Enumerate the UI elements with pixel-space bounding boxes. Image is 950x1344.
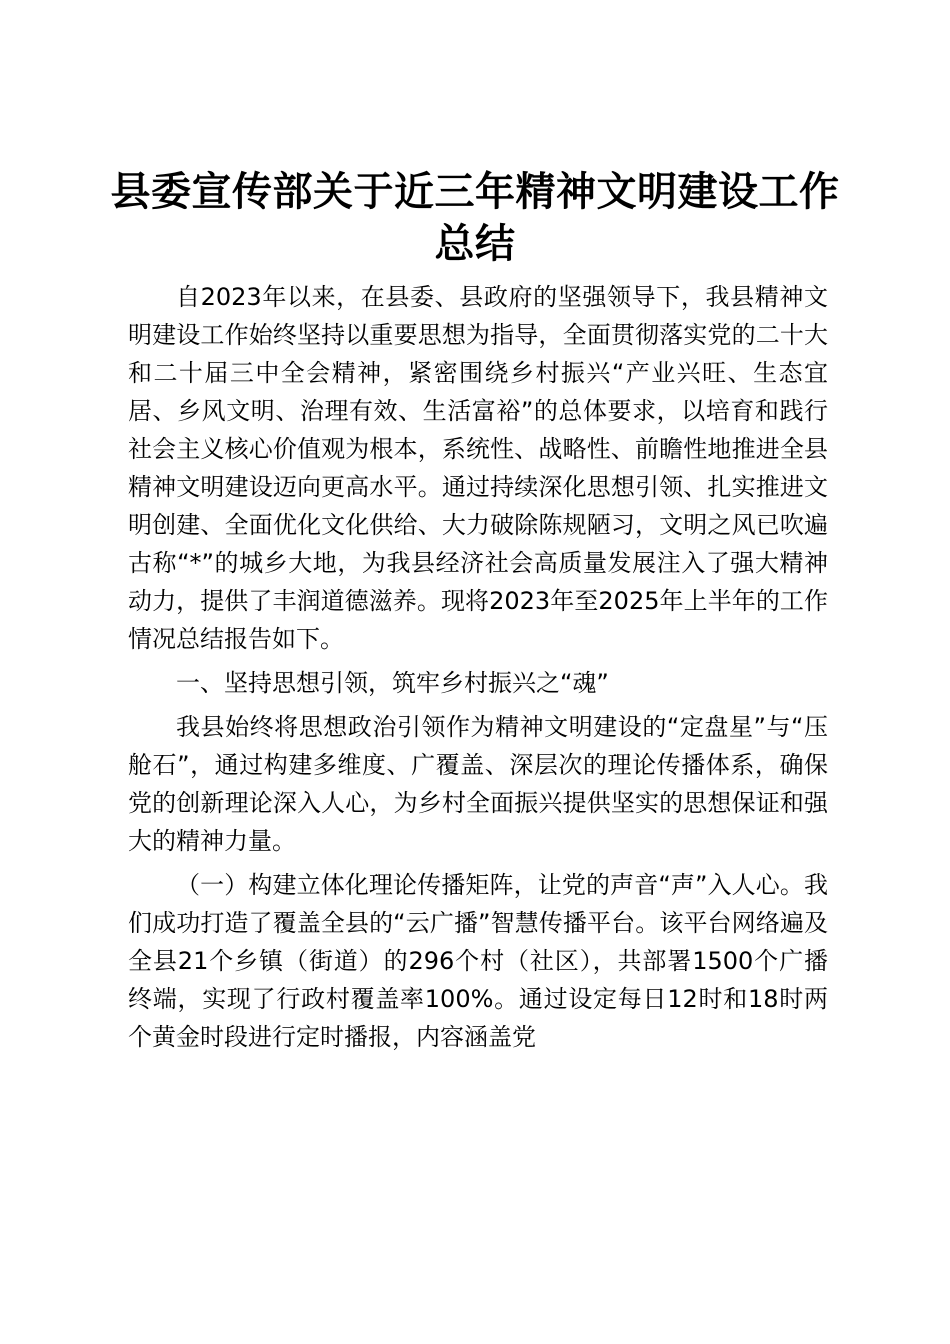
- section-paragraph: 我县始终将思想政治引领作为精神文明建设的“定盘星”与“压舱石”，通过构建多维度、广覆盖、深层次的理论传播体系，确保党的创新理论深入人心，为乡村全面振兴提供坚实的思想保证和强大的精神力量。: [128, 713, 828, 855]
- intro-paragraph: 自2023年以来，在县委、县政府的坚强领导下，我县精神文明建设工作始终坚持以重要思想为指导，全面贯彻落实党的二十大和二十届三中全会精神，紧密围绕乡村振兴“产业兴旺、生态宜居、乡风文明、治理有效、生活富裕”的总体要求，以培育和践行社会主义核心价值观为根本，系统性、战略性、前瞻性地推进全县精神文明建设迈向更高水平。通过持续深化思想引领、扎实推进文明创建、全面优化文化供给、大力破除陈规陋习，文明之风已吹遍古称“*”的城乡大地，为我县经济社会高质量发展注入了强大精神动力，提供了丰润道德滋养。现将2023年至2025年上半年的工作情况总结报告如下。: [128, 283, 828, 653]
- document-body: [128, 278, 828, 1062]
- document-title: 县委宣传部关于近三年精神文明建设工作总结: [110, 168, 840, 267]
- subsection-paragraph: （一）构建立体化理论传播矩阵，让党的声音“声”入人心。我们成功打造了覆盖全县的“云广播”智慧传播平台。该平台网络遍及全县21个乡镇（街道）的296个村（社区），共部署1500个广播终端，实现了行政村覆盖率100%。通过设定每日12时和18时两个黄金时段进行定时播报，内容涵盖党: [128, 871, 828, 1051]
- section-heading: 一、坚持思想引领，筑牢乡村振兴之“魂”: [176, 669, 609, 697]
